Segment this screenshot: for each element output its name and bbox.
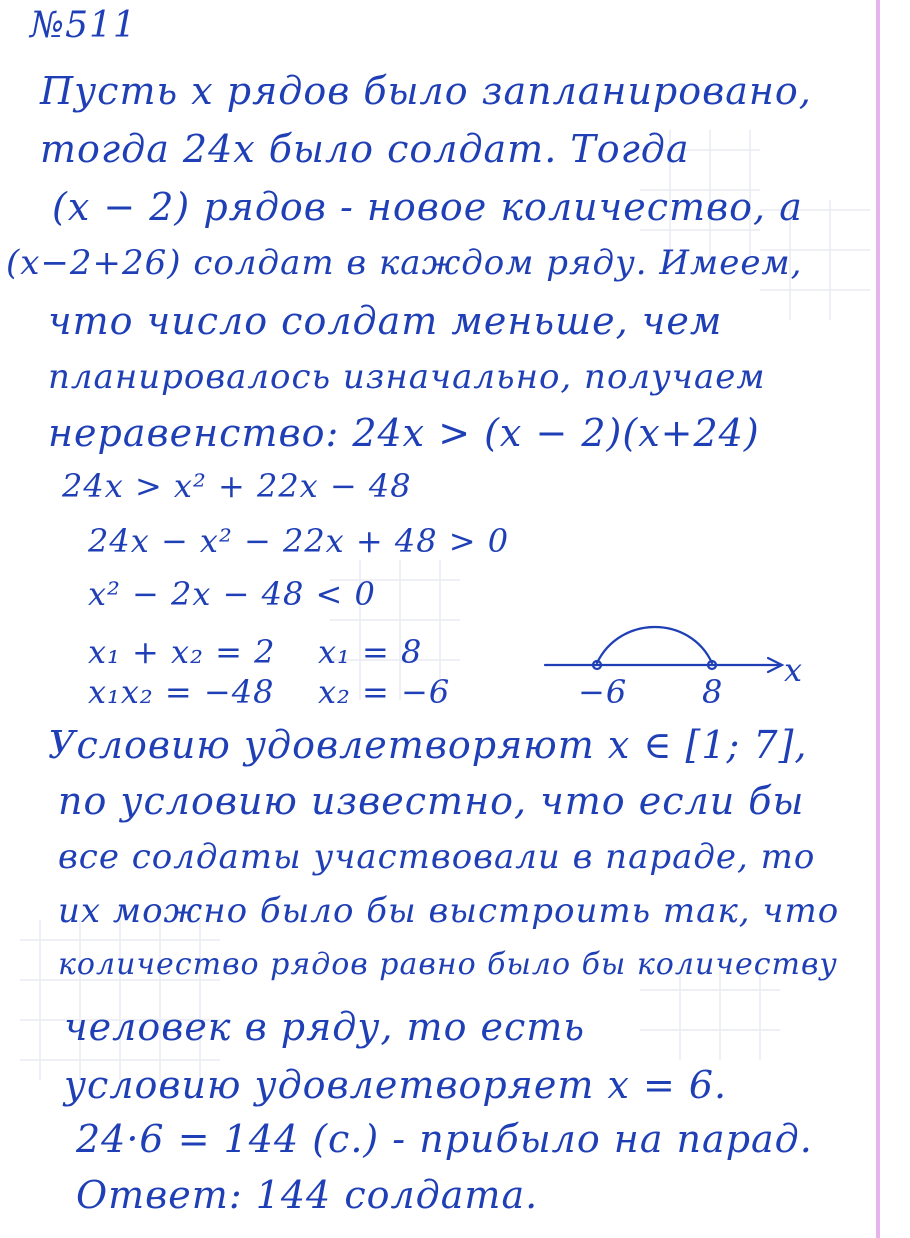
text-line-6: планировалось изначально, получаем <box>48 357 766 397</box>
text-line-2: тогда 24х было солдат. Тогда <box>40 127 690 171</box>
number-line-axis-label: x <box>784 651 804 689</box>
text-line-1: Пусть х рядов было запланировано, <box>40 69 812 113</box>
interval-arc <box>597 627 712 663</box>
number-line-label-right: 8 <box>702 673 724 711</box>
number-line-label-left: −6 <box>578 673 628 711</box>
conclusion-line-4: их можно было бы выстроить так, что <box>58 891 840 931</box>
conclusion-line-8: 24·6 = 144 (с.) - прибыло на парад. <box>76 1117 813 1161</box>
text-line-5: что число солдат меньше, чем <box>48 299 723 343</box>
conclusion-line-1: Условию удовлетворяют х ∈ [1; 7], <box>48 723 808 767</box>
math-line-1: 24x > x² + 22x − 48 <box>62 467 412 505</box>
vieta-sum: x₁ + x₂ = 2 <box>88 633 276 671</box>
text-line-4: (х−2+26) солдат в каждом ряду. Имеем, <box>6 243 803 283</box>
math-line-3: x² − 2x − 48 < 0 <box>88 575 376 613</box>
conclusion-line-7: условию удовлетворяет х = 6. <box>64 1063 728 1107</box>
conclusion-line-6: человек в ряду, то есть <box>64 1005 586 1049</box>
conclusion-line-2: по условию известно, что если бы <box>58 779 805 823</box>
math-line-2: 24x − x² − 22x + 48 > 0 <box>88 522 510 560</box>
text-line-7: неравенство: 24х > (х − 2)(х+24) <box>48 411 760 455</box>
page-margin-line <box>876 0 880 1238</box>
problem-number: №511 <box>30 5 137 46</box>
vieta-product: x₁x₂ = −48 <box>88 673 275 711</box>
conclusion-line-5: количество рядов равно было бы количеству <box>58 947 838 982</box>
answer-line: Ответ: 144 солдата. <box>76 1173 539 1217</box>
text-line-3: (х − 2) рядов - новое количество, а <box>52 185 803 229</box>
conclusion-line-3: все солдаты участвовали в параде, то <box>58 837 816 877</box>
vieta-root-2: x₂ = −6 <box>318 673 451 711</box>
vieta-root-1: x₁ = 8 <box>318 633 423 671</box>
